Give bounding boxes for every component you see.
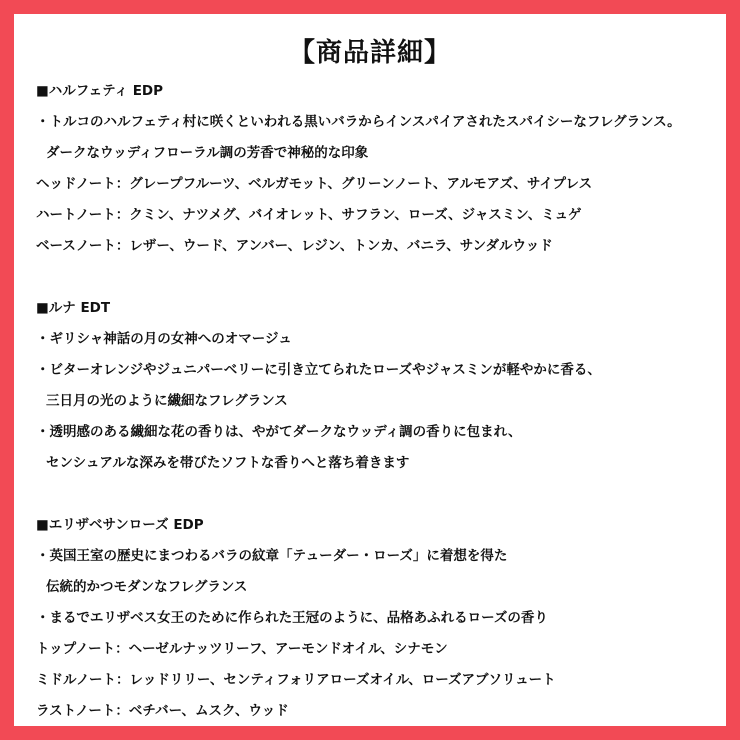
description-line: 伝統的かつモダンなフレグランス [46, 579, 248, 595]
description-line: センシュアルな深みを帯びたソフトな香りへと落ち着きます [46, 455, 410, 471]
detail-content [36, 76, 716, 727]
page-title: 【商品詳細】 [288, 38, 451, 68]
description-line: 三日月の光のように繊細なフレグランス [46, 393, 288, 409]
heart-notes: ハートノート：クミン、ナツメグ、バイオレット、サフラン、ローズ、ジャスミン、ミュゲ [36, 207, 582, 223]
top-notes: トップノート：ヘーゼルナッツリーフ、アーモンドオイル、シナモン [36, 641, 448, 657]
description-line: ダークなウッディフローラル調の芳香で神秘的な印象 [46, 145, 369, 161]
head-notes: ヘッドノート：グレープフルーツ、ベルガモット、グリーンノート、アルモアズ、サイプレス [36, 176, 593, 192]
description-line: ・トルコのハルフェティ村に咲くといわれる黒いバラからインスパイアされたスパイシーなフレグランス。 [36, 114, 681, 130]
last-notes: ラストノート：ベチバー、ムスク、ウッド [36, 703, 289, 719]
section-spacer [36, 479, 716, 510]
description-line: ・透明感のある繊細な花の香りは、やがてダークなウッディ調の香りに包まれ、 [36, 424, 522, 440]
section-heading-elizabeth-rose: ■エリザベサンローズ EDP [36, 517, 204, 533]
description-line: ・ギリシャ神話の月の女神へのオマージュ [36, 331, 292, 347]
description-line: ・まるでエリザベス女王のために作られた王冠のように、品格あふれるローズの香り [36, 610, 548, 626]
detail-card [14, 14, 726, 726]
section-heading-halfeti: ■ハルフェティ EDP [36, 83, 164, 99]
middle-notes: ミドルノート：レッドリリー、センティフォリアローズオイル、ローズアブソリュート [36, 672, 556, 688]
section-heading-luna: ■ルナ EDT [36, 300, 111, 316]
section-spacer [36, 262, 716, 293]
description-line: ・英国王室の歴史にまつわるバラの紋章「テューダー・ローズ」に着想を得た [36, 548, 508, 564]
description-line: ・ビターオレンジやジュニパーベリーに引き立てられたローズやジャスミンが軽やかに香る、 [36, 362, 601, 378]
base-notes: ベースノート：レザー、ウード、アンバー、レジン、トンカ、バニラ、サンダルウッド [36, 238, 553, 254]
